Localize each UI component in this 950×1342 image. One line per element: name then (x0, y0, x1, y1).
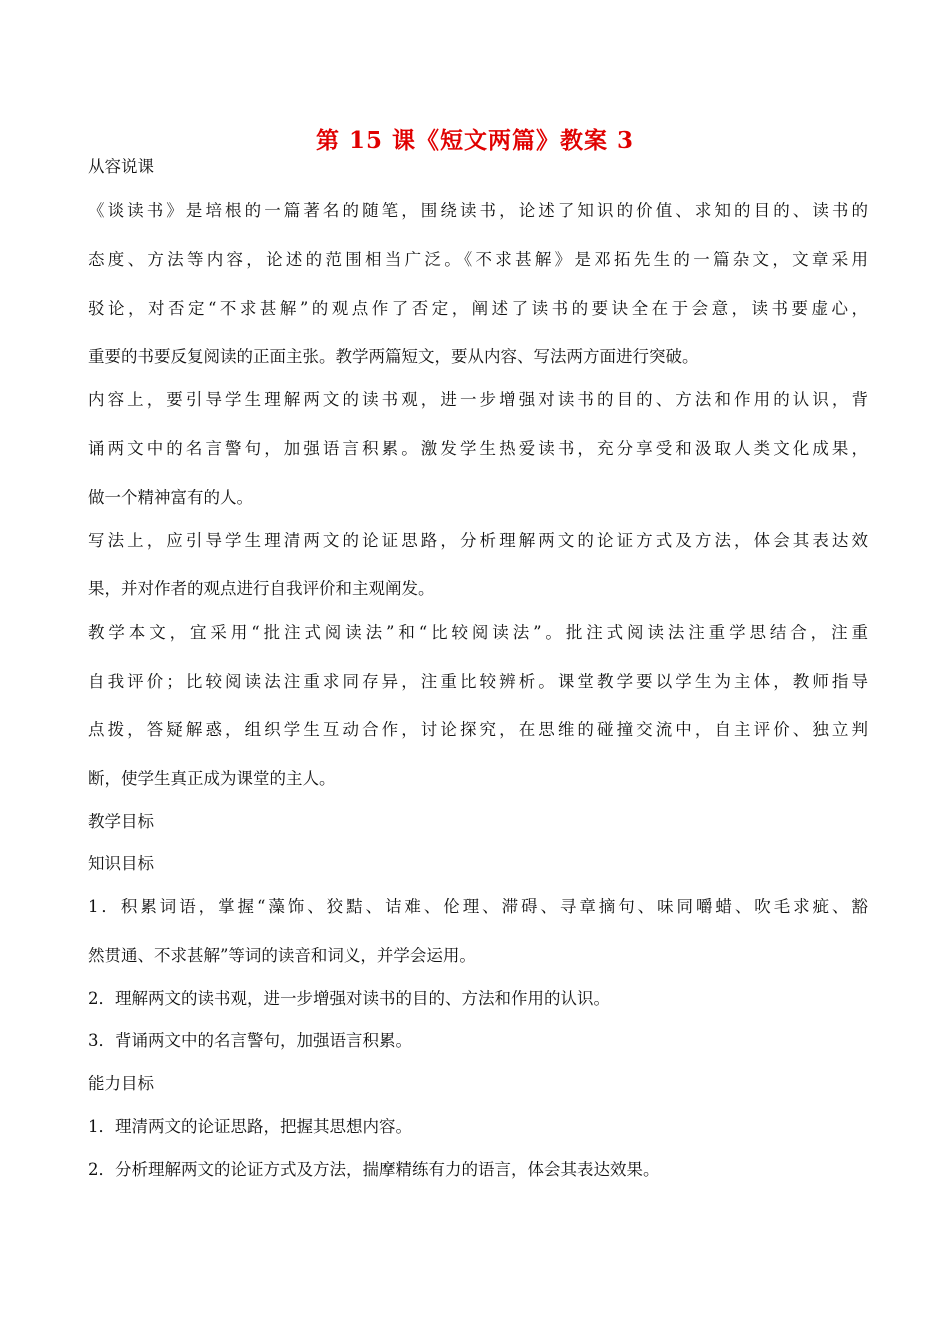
paragraph-line: 内容上，要引导学生理解两文的读书观，进一步增强对读书的目的、方法和作用的认识，背 (88, 390, 868, 409)
heading-ability-goals: 能力目标 (88, 1074, 154, 1093)
paragraph-line: 写法上，应引导学生理清两文的论证思路，分析理解两文的论证方式及方法，体会其表达效 (88, 531, 868, 550)
list-item: 2．分析理解两文的论证方式及方法，揣摩精练有力的语言，体会其表达效果。 (88, 1160, 660, 1179)
paragraph-line: 做一个精神富有的人。 (88, 488, 253, 507)
list-item: 1．理清两文的论证思路，把握其思想内容。 (88, 1117, 412, 1136)
paragraph-line: 《谈读书》是培根的一篇著名的随笔，围绕读书，论述了知识的价值、求知的目的、读书的 (88, 201, 868, 220)
list-item: 1．积累词语，掌握“藻饰、狡黠、诘难、伦理、滞碍、寻章摘句、味同嚼蜡、吹毛求疵、豁 (88, 897, 868, 916)
paragraph-line: 果，并对作者的观点进行自我评价和主观阐发。 (88, 579, 435, 598)
list-item: 2．理解两文的读书观，进一步增强对读书的目的、方法和作用的认识。 (88, 989, 610, 1008)
heading-teaching-goals: 教学目标 (88, 812, 154, 831)
document-title: 第 15 课《短文两篇》教案 3 (315, 127, 635, 154)
list-item-continuation: 然贯通、不求甚解”等词的读音和词义，并学会运用。 (88, 946, 476, 965)
heading-knowledge-goals: 知识目标 (88, 854, 154, 873)
paragraph-line: 驳论，对否定“不求甚解”的观点作了否定，阐述了读书的要诀全在于会意，读书要虚心， (88, 299, 868, 318)
paragraph-line: 诵两文中的名言警句，加强语言积累。激发学生热爱读书，充分享受和汲取人类文化成果， (88, 439, 868, 458)
heading-congrong-shuoke: 从容说课 (88, 157, 154, 176)
paragraph-line: 断，使学生真正成为课堂的主人。 (88, 769, 336, 788)
paragraph-line: 态度、方法等内容，论述的范围相当广泛。《不求甚解》是邓拓先生的一篇杂文，文章采用 (88, 250, 868, 269)
paragraph-line: 自我评价；比较阅读法注重求同存异，注重比较辨析。课堂教学要以学生为主体，教师指导 (88, 672, 868, 691)
paragraph-line: 点拨，答疑解惑，组织学生互动合作，讨论探究，在思维的碰撞交流中，自主评价、独立判 (88, 720, 868, 739)
paragraph-line: 教学本文，宜采用“批注式阅读法”和“比较阅读法”。批注式阅读法注重学思结合，注重 (88, 623, 868, 642)
list-item: 3．背诵两文中的名言警句，加强语言积累。 (88, 1031, 412, 1050)
paragraph-line: 重要的书要反复阅读的正面主张。教学两篇短文，要从内容、写法两方面进行突破。 (88, 347, 699, 366)
